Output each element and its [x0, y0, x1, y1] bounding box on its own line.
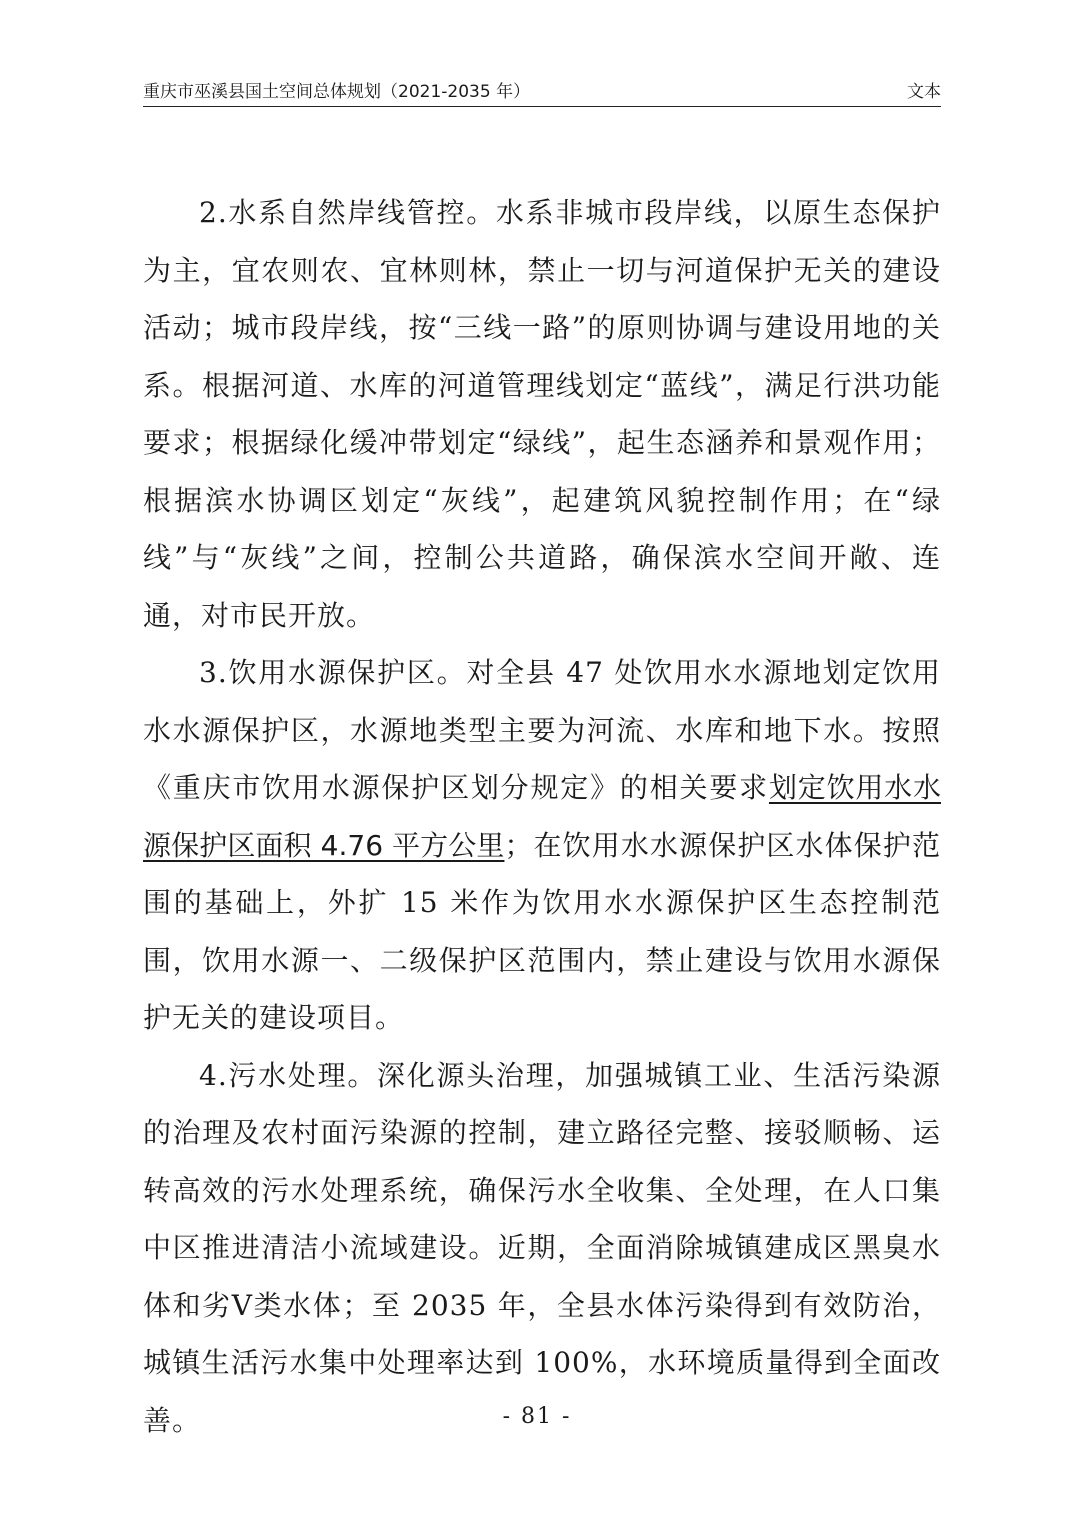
section-label: 文本 [907, 82, 941, 102]
paragraph-shoreline-control: 2.水系自然岸线管控。水系非城市段岸线，以原生态保护为主，宜农则农、宜林则林，禁止一切与河道保护无关的建设活动；城市段岸线，按“三线一路”的原则协调与建设用地的关系。根据河道、水库的河道管理线划定“蓝线”，满足行洪功能要求；根据绿化缓冲带划定“绿线”，起生态涵养和景观作用；根据滨水协调区划定“灰线”，起建筑风貌控制作用；在“绿线”与“灰线”之间，控制公共道路，确保滨水空间开敞、连通，对市民开放。 [143, 196, 941, 632]
paragraph-text-after: ；在饮用水水源保护区水体保护范围的基础上，外扩 15 米作为饮用水水源保护区生态控制范围，饮用水源一、二级保护区范围内，禁止建设与饮用水源保护无关的建设项目。 [143, 828, 941, 1034]
emphasized-area-text: 划定饮用水水源保护区面积 4.76 平方公里 [143, 771, 941, 862]
paragraph-sewage-treatment: 4.污水处理。深化源头治理，加强城镇工业、生活污染源的治理及农村面污染源的控制，建立路径完整、接驳顺畅、运转高效的污水处理系统，确保污水全收集、全处理，在人口集中区推进清洁小流域建设。近期，全面消除城镇建成区黑臭水体和劣Ⅴ类水体；至 2035 年，全县水体污染得到有效防治，城镇生活污水集中处理率达到 100%，水环境质量得到全面改善。 [143, 1058, 941, 1437]
page-header [143, 72, 941, 107]
page-number: - 81 - [502, 1404, 572, 1429]
paragraph-text-before: 3.饮用水源保护区。对全县 47 处饮用水水源地划定饮用水水源保护区，水源地类型主要为河流、水库和地下水。按照《重庆市饮用水源保护区划分规定》的相关要求 [143, 656, 941, 804]
body-text [143, 184, 941, 1449]
document-title: 重庆市巫溪县国土空间总体规划（2021-2035 年） [143, 82, 531, 102]
paragraph-water-source-protection [143, 644, 941, 1047]
